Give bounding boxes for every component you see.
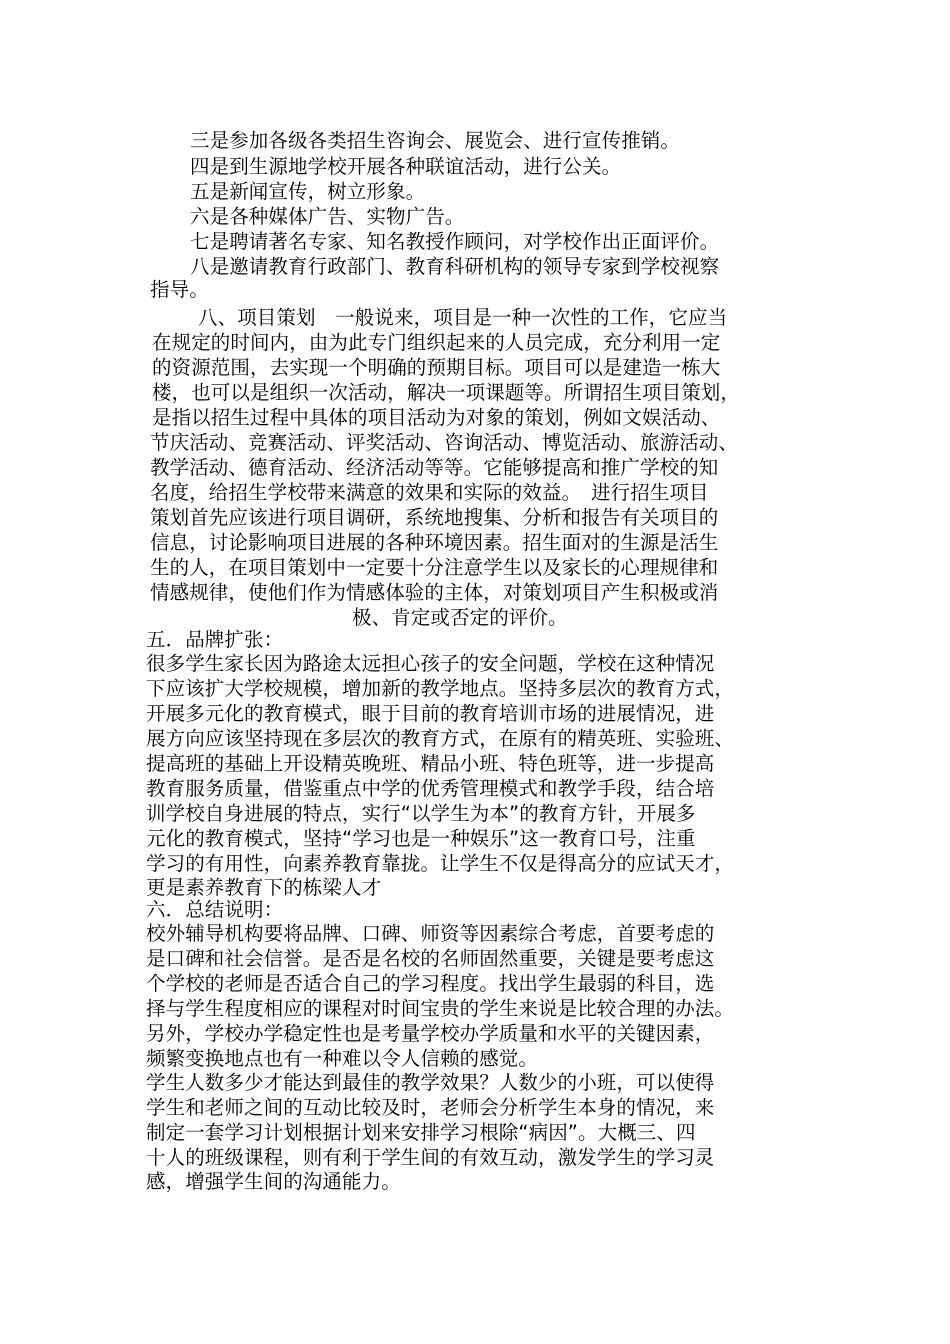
brand-paragraph-line: 学习的有用性，向素养教育靠拢。让学生不仅是得高分的应试天才， — [146, 852, 735, 875]
brand-paragraph-line: 下应该扩大学校规模，增加新的教学地点。坚持多层次的教育方式， — [146, 677, 735, 700]
project-paragraph-line: 楼，也可以是组织一次活动，解决一项课题等。所谓招生项目策划， — [152, 381, 741, 404]
project-paragraph-line: 教学活动、德育活动、经济活动等等。它能够提高和推广学校的知 — [150, 456, 719, 479]
project-paragraph-line: 信息，讨论影响项目进展的各种环境因素。招生面对的生源是活生 — [150, 531, 719, 554]
project-paragraph-line: 在规定的时间内，由为此专门组织起来的人员完成，充分利用一定 — [152, 331, 721, 354]
brand-paragraph-line: 元化的教育模式，坚持“学习也是一种娱乐”这一教育口号，注重 — [146, 827, 696, 850]
summary-paragraph-line: 是口碑和社会信誉。是否是名校的名师固然重要，关键是要考虑这 — [146, 947, 715, 970]
summary-paragraph-line: 制定一套学习计划根据计划来安排学习根除“病因”。大概三、四 — [146, 1121, 696, 1144]
project-paragraph-line: 生的人，在项目策划中一定要十分注意学生以及家长的心理规律和 — [150, 556, 719, 579]
brand-paragraph-line: 教育服务质量，借鉴重点中学的优秀管理模式和教学手段，结合培 — [146, 777, 715, 800]
project-paragraph-line: 的资源范围，去实现一个明确的预期目标。项目可以是建造一栋大 — [152, 356, 721, 379]
summary-paragraph-line: 学生和老师之间的互动比较及时，老师会分析学生本身的情况，来 — [146, 1096, 715, 1119]
summary-paragraph-line: 频繁变换地点也有一种难以令人信赖的感觉。 — [146, 1047, 539, 1070]
list-item: 六是各种媒体广告、实物广告。 — [190, 205, 465, 228]
summary-paragraph-line: 感，增强学生间的沟通能力。 — [146, 1170, 401, 1193]
brand-paragraph-line: 很多学生家长因为路途太远担心孩子的安全问题，学校在这种情况 — [146, 652, 715, 675]
brand-paragraph-line: 提高班的基础上开设精英晚班、精品小班、特色班等，进一步提高 — [146, 752, 715, 775]
project-paragraph-line: 策划首先应该进行项目调研，系统地搜集、分析和报告有关项目的 — [150, 506, 719, 529]
list-item: 三是参加各级各类招生咨询会、展览会、进行宣传推销。 — [190, 129, 681, 152]
section-heading: 六．总结说明： — [146, 898, 284, 921]
brand-paragraph-line: 开展多元化的教育模式，眼于目前的教育培训市场的进展情况，进 — [146, 702, 715, 725]
project-paragraph-line: 情感规律，使他们作为情感体验的主体，对策划项目产生积极或消 — [150, 581, 719, 604]
list-item: 八是邀请教育行政部门、教育科研机构的领导专家到学校视察 — [190, 255, 720, 278]
brand-paragraph-line: 训学校自身进展的特点，实行“以学生为本”的教育方针，开展多 — [146, 802, 696, 825]
project-paragraph-line: 是指以招生过程中具体的项目活动为对象的策划，例如文娱活动、 — [152, 406, 721, 429]
list-item: 七是聘请著名专家、知名教授作顾问，对学校作出正面评价。 — [190, 230, 720, 253]
summary-paragraph-line: 学生人数多少才能达到最佳的教学效果？人数少的小班，可以使得 — [146, 1071, 715, 1094]
list-item: 四是到生源地学校开展各种联谊活动，进行公关。 — [190, 155, 622, 178]
summary-paragraph-line: 择与学生程度相应的课程对时间宝贵的学生来说是比较合理的办法。 — [146, 997, 735, 1020]
brand-paragraph-line: 展方向应该坚持现在多层次的教育方式，在原有的精英班、实验班、 — [146, 727, 735, 750]
summary-paragraph-line: 个学校的老师是否适合自己的学习程度。找出学生最弱的科目，选 — [146, 972, 715, 995]
summary-paragraph-line: 十人的班级课程，则有利于学生间的有效互动，激发学生的学习灵 — [146, 1146, 715, 1169]
project-paragraph-line: 八、项目策划 一般说来，项目是一种一次性的工作，它应当 — [198, 306, 728, 329]
summary-paragraph-line: 校外辅导机构要将品牌、口碑、师资等因素综合考虑，首要考虑的 — [146, 922, 715, 945]
brand-paragraph-line: 更是素养教育下的栋梁人才 — [146, 876, 382, 899]
summary-paragraph-line: 另外，学校办学稳定性也是考量学校办学质量和水平的关键因素， — [146, 1022, 715, 1045]
list-item: 五是新闻宣传，树立形象。 — [190, 180, 426, 203]
section-heading: 五．品牌扩张： — [146, 628, 284, 651]
project-paragraph-line: 节庆活动、竞赛活动、评奖活动、咨询活动、博览活动、旅游活动、 — [150, 431, 739, 454]
list-item: 指导。 — [150, 278, 209, 301]
project-paragraph-line: 极、肯定或否定的评价。 — [352, 606, 568, 629]
project-paragraph-line: 名度，给招生学校带来满意的效果和实际的效益。 进行招生项目 — [150, 481, 709, 504]
